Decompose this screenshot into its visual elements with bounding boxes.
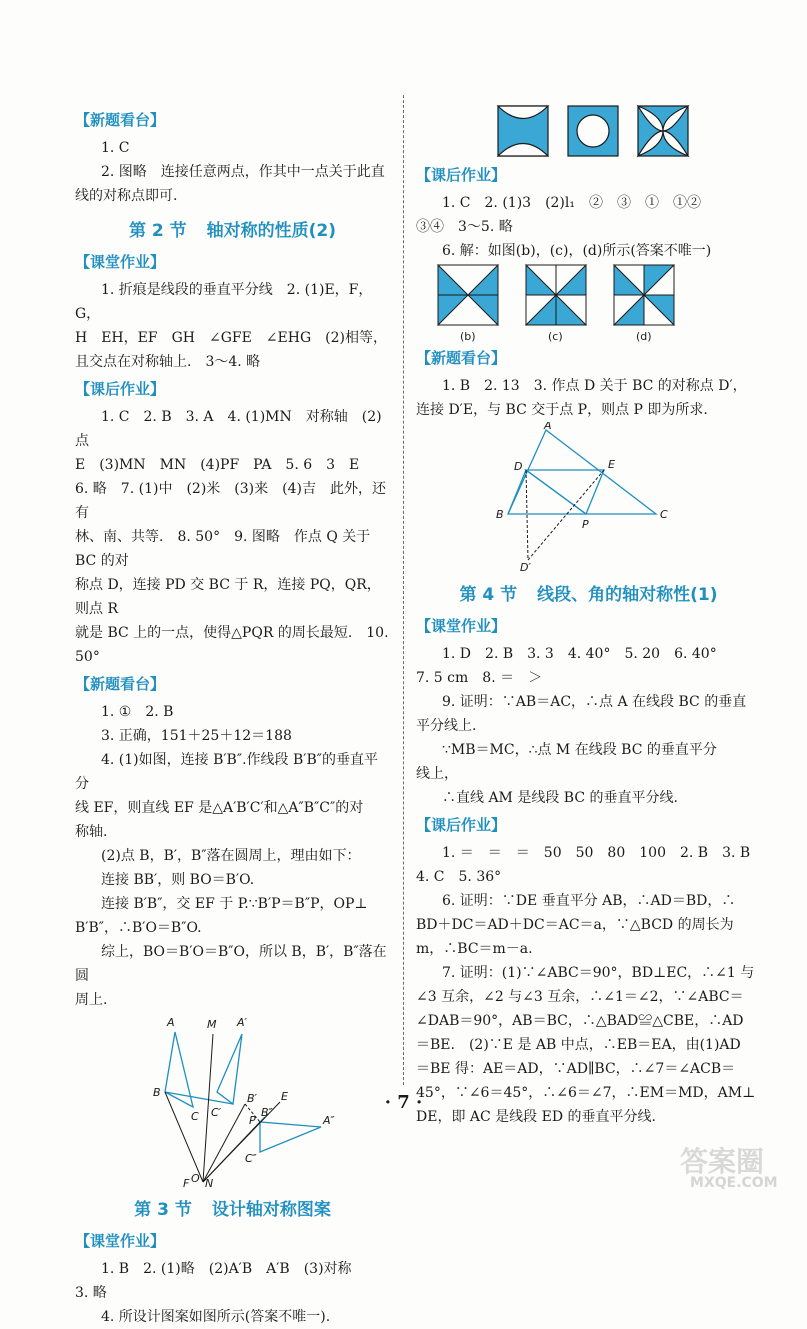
point-label: C′ bbox=[211, 1106, 222, 1119]
answer-line: 综上，BO＝B′O＝B″O，所以 B，B′，B″落在圆 bbox=[75, 944, 387, 984]
answer-line: 周上. bbox=[75, 992, 108, 1008]
answer-line: ③④ 3～5. 略 bbox=[416, 219, 513, 235]
point-label: F bbox=[183, 1177, 190, 1187]
section-tag: 【课堂作业】 bbox=[416, 617, 507, 635]
point-label: P bbox=[582, 518, 589, 531]
section-heading bbox=[75, 1195, 390, 1220]
answer-line: 连接 D′E，与 BC 交于点 P，则点 P 即为所求. bbox=[416, 402, 708, 418]
triangle-reflection-figure bbox=[486, 422, 686, 572]
section-title: 设计轴对称图案 bbox=[211, 1200, 331, 1220]
point-label: B″ bbox=[261, 1106, 273, 1119]
answer-line: 1. B 2. 13 3. 作点 D 关于 BC 的对称点 D′， bbox=[442, 378, 747, 394]
answer-line: ∠3 互余，∠2 与∠3 互余，∴∠1＝∠2，∵∠ABC＝ bbox=[416, 989, 744, 1005]
point-label: M bbox=[207, 1018, 217, 1031]
point-label: A bbox=[544, 422, 552, 432]
section-title: 轴对称的性质(2) bbox=[206, 221, 337, 241]
answer-line: 45°，∵∠6＝45°，∴∠6＝∠7，∴EM＝MD，AM⊥ bbox=[416, 1085, 756, 1101]
answer-line: 林、南、共等. 8. 50° 9. 图略 作点 Q 关于 BC 的对 bbox=[75, 529, 371, 569]
point-label: C bbox=[191, 1110, 199, 1123]
figure-caption: (c) bbox=[548, 330, 563, 343]
answer-line: 连接 BB′，则 BO＝B′O. bbox=[101, 872, 255, 888]
point-label: B bbox=[153, 1086, 161, 1099]
answer-line: 1. ＝ ＝ ＝ 50 50 80 100 2. B 3. B bbox=[442, 845, 751, 861]
section-tag: 【课堂作业】 bbox=[75, 1232, 166, 1250]
answer-line: ∵MB＝MC，∴点 M 在线段 BC 的垂直平分 bbox=[442, 742, 717, 758]
answer-line: 1. ① 2. B bbox=[101, 704, 174, 720]
answer-line: ＝BE 得：AE＝AD，∵AD∥BC，∴∠7＝∠ACB＝ bbox=[416, 1061, 736, 1077]
answer-line: 1. D 2. B 3. 3 4. 40° 5. 20 6. 40° bbox=[442, 646, 717, 662]
answer-line: 2. 图略 连接任意两点，作其中一点关于此直 bbox=[101, 164, 385, 180]
answer-line: 1. C 2. (1)3 (2)l₁ ② ③ ① ①② bbox=[442, 195, 701, 211]
answer-line: (2)点 B，B′，B″落在圆周上，理由如下： bbox=[101, 848, 361, 864]
answer-line: 4. 所设计图案如图所示(答案不唯一). bbox=[101, 1309, 331, 1325]
left-column bbox=[75, 105, 390, 1329]
answer-line: 连接 B′B″，交 EF 于 P.∵B′P＝B″P，OP⊥ bbox=[101, 896, 368, 912]
section-number: 第 4 节 bbox=[459, 585, 518, 605]
answer-line: 1. C bbox=[101, 140, 130, 156]
section-tag: 【课后作业】 bbox=[75, 380, 166, 398]
answer-line: BD＋DC＝AD＋DC＝AC＝a，∵△BCD 的周长为 bbox=[416, 917, 734, 933]
point-label: O bbox=[191, 1172, 200, 1185]
section-title: 线段、角的轴对称性(1) bbox=[537, 585, 718, 605]
section-number: 第 2 节 bbox=[128, 221, 187, 241]
watermark-logo: 答案圈 bbox=[680, 1145, 765, 1178]
answer-line: 线 EF，则直线 EF 是△A′B′C′和△A″B″C″的对 bbox=[75, 800, 364, 816]
section-tag: 【新题看台】 bbox=[75, 675, 166, 693]
answer-line: 称点 D，连接 PD 交 BC 于 R，连接 PQ，QR，则点 R bbox=[75, 577, 381, 617]
answer-line: 线上， bbox=[416, 766, 458, 782]
section-tag: 【课后作业】 bbox=[416, 816, 507, 834]
point-label: A″ bbox=[323, 1114, 335, 1127]
answer-line: 1. B 2. (1)略 (2)A′B A′B (3)对称 bbox=[101, 1261, 352, 1277]
pattern-designs bbox=[496, 100, 696, 160]
point-label: D bbox=[514, 460, 523, 473]
section-number: 第 3 节 bbox=[134, 1200, 192, 1220]
point-label: E bbox=[281, 1090, 288, 1103]
answer-line: 3. 正确，151＋25＋12＝188 bbox=[101, 728, 292, 744]
section-tag: 【新题看台】 bbox=[75, 111, 166, 129]
answer-line: 6. 解：如图(b)，(c)，(d)所示(答案不唯一) bbox=[442, 243, 712, 259]
answer-line: m，∴BC＝m－a. bbox=[416, 941, 533, 957]
answer-line: DE，即 AC 是线段 ED 的垂直平分线. bbox=[416, 1109, 656, 1125]
answer-line: 4. (1)如图，连接 B′B″.作线段 B′B″的垂直平分 bbox=[75, 752, 378, 792]
answer-line: 就是 BC 上的一点，使得△PQR 的周长最短. 10. 50° bbox=[75, 625, 389, 665]
figure-caption: (d) bbox=[636, 330, 652, 343]
figure-caption: (b) bbox=[460, 330, 476, 343]
answer-line: 平分线上. bbox=[416, 718, 477, 734]
page-number: · 7 · bbox=[384, 1092, 423, 1113]
point-label: B′ bbox=[247, 1092, 258, 1105]
answer-line: 线的对称点即可. bbox=[75, 188, 178, 204]
answer-line: 7. 证明：(1)∵∠ABC＝90°，BD⊥EC，∴∠1 与 bbox=[442, 965, 755, 981]
point-label: A bbox=[167, 1016, 175, 1029]
answer-line: 1. C 2. B 3. A 4. (1)MN 对称轴 (2)点 bbox=[75, 409, 382, 449]
point-label: N bbox=[205, 1177, 214, 1187]
point-label: D′ bbox=[520, 561, 531, 572]
answer-line: 6. 略 7. (1)中 (2)米 (3)来 (4)吉 此外，还有 bbox=[75, 481, 386, 521]
answer-line: ∴直线 AM 是线段 BC 的垂直平分线. bbox=[442, 790, 678, 806]
section-heading bbox=[416, 580, 761, 605]
section-heading bbox=[75, 216, 390, 241]
section-tag: 【新题看台】 bbox=[416, 349, 507, 367]
answer-line: 3. 略 bbox=[75, 1285, 107, 1301]
answer-line: B′B″，∴B′O＝B″O. bbox=[75, 920, 202, 936]
point-label: B bbox=[496, 508, 504, 521]
answer-line: 7. 5 cm 8. ＝ ＞ bbox=[416, 670, 543, 686]
point-label: C bbox=[660, 508, 668, 521]
answer-line: E (3)MN MN (4)PF PA 5. 6 3 E bbox=[75, 457, 360, 473]
answer-line: 4. C 5. 36° bbox=[416, 869, 502, 885]
point-label: A′ bbox=[237, 1016, 248, 1029]
column-divider bbox=[403, 95, 404, 1085]
answer-line: 9. 证明：∵AB＝AC，∴点 A 在线段 BC 的垂直 bbox=[442, 694, 747, 710]
section-tag: 【课堂作业】 bbox=[75, 253, 166, 271]
section-tag: 【课后作业】 bbox=[416, 166, 507, 184]
right-column bbox=[416, 100, 761, 1129]
answer-line: 且交点在对称轴上. 3～4. 略 bbox=[75, 354, 261, 370]
answer-line: ∠DAB＝90°，AB＝BC，∴△BAD≌△CBE，∴AD bbox=[416, 1013, 744, 1029]
answer-line: ＝BE. (2)∵E 是 AB 中点，∴EB＝EA，由(1)AD bbox=[416, 1037, 741, 1053]
watermark-url: MXQE.COM bbox=[690, 1175, 778, 1191]
symmetry-answers-figure bbox=[436, 263, 676, 343]
answer-line: 称轴. bbox=[75, 824, 108, 840]
point-label: P bbox=[249, 1114, 256, 1127]
answer-line: 1. 折痕是线段的垂直平分线 2. (1)E，F，G， bbox=[75, 282, 373, 322]
answer-line: 6. 证明：∵DE 垂直平分 AB，∴AD＝BD，∴ bbox=[442, 893, 736, 909]
answer-line: H EH，EF GH ∠GFE ∠EHG (2)相等， bbox=[75, 330, 387, 346]
point-label: E bbox=[608, 458, 615, 471]
point-label: C″ bbox=[245, 1152, 257, 1165]
